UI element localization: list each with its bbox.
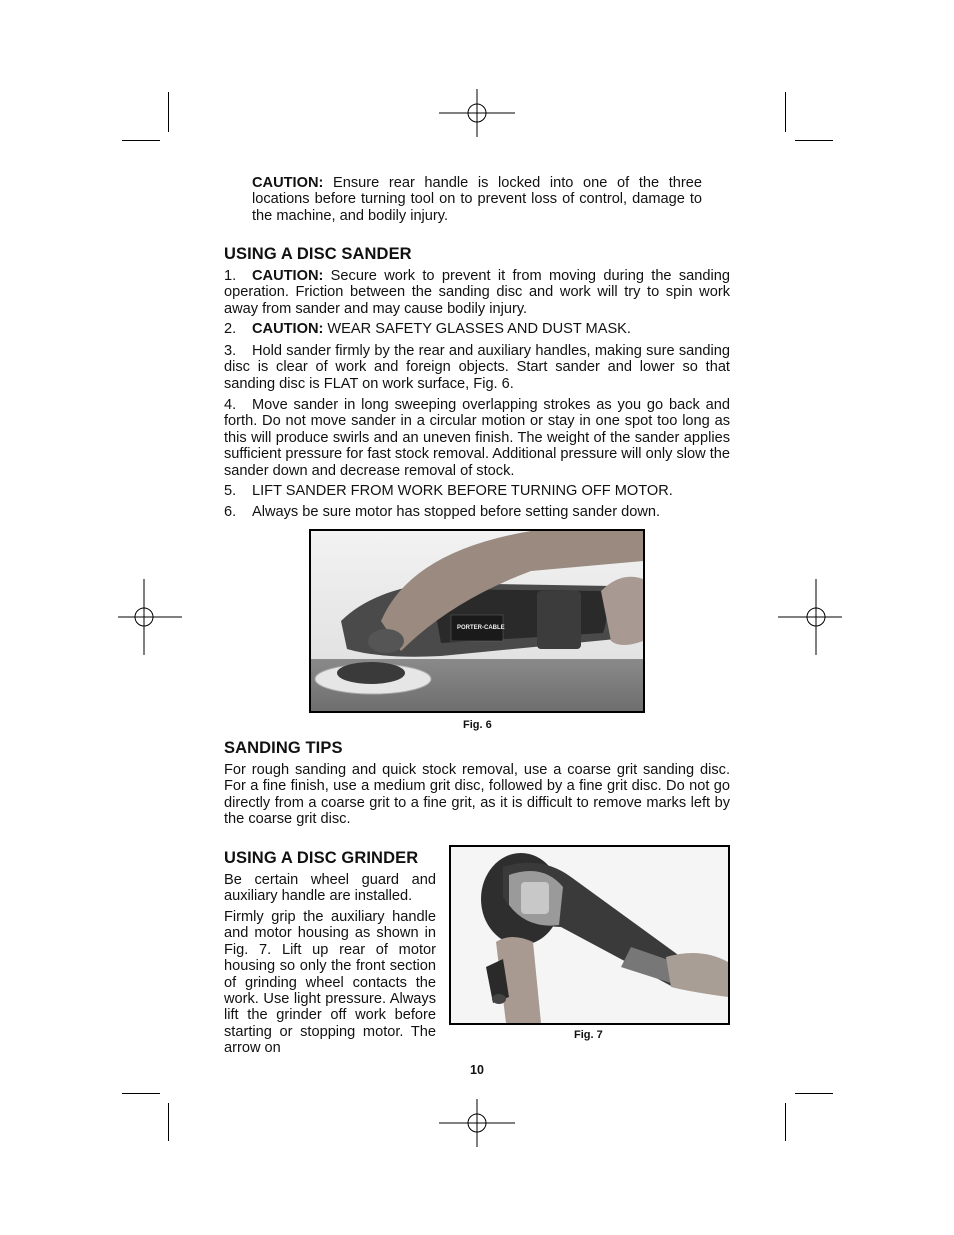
crop-mark bbox=[122, 1093, 160, 1094]
fig6-photo bbox=[309, 529, 645, 713]
sanding-tips-text: For rough sanding and quick stock removal, use a coarse grit sanding disc. For a fine finish, use a medium grit disc, followed by a fine grit disc. Do not go directly from a coarse grit to a fine grit, as it is difficult to remove marks left by the coarse grit disc. bbox=[224, 762, 730, 828]
registration-mark-icon bbox=[439, 75, 515, 151]
crop-mark bbox=[168, 1103, 169, 1141]
disc-sander-illustration bbox=[311, 531, 643, 711]
registration-mark-icon bbox=[439, 1085, 515, 1161]
sander-step-5: 5. LIFT SANDER FROM WORK BEFORE TURNING OFF MOTOR. bbox=[224, 483, 673, 499]
disc-grinder-para1: Be certain wheel guard and auxiliary handle are installed. bbox=[224, 872, 436, 905]
caution-text: Ensure rear handle is locked into one of the three locations before turning tool on to prevent loss of control, damage to the machine, and bodily injury. bbox=[252, 175, 702, 224]
disc-grinder-illustration bbox=[451, 847, 728, 1023]
sander-step-4: 4. Move sander in long sweeping overlapping strokes as you go back and forth. Do not move sander in a circular motion or stay in one spot too long as this will produce swirls and an uneven finish. The weight of the sander applies sufficient pressure for fast stock removal. Additional pressure will only slow the sander down and decrease removal of stock. bbox=[224, 397, 730, 479]
crop-mark bbox=[785, 92, 786, 132]
sanding-tips-heading: SANDING TIPS bbox=[224, 739, 343, 757]
registration-mark-icon bbox=[106, 579, 182, 655]
registration-mark-icon bbox=[778, 579, 854, 655]
sander-step-3: 3. Hold sander firmly by the rear and auxiliary handles, making sure sanding disc is clear of work and foreign objects. Start sander and lower so that sanding disc is FLAT on work surface, Fig. 6. bbox=[224, 343, 730, 392]
fig6-caption: Fig. 6 bbox=[463, 719, 492, 731]
crop-mark bbox=[785, 1103, 786, 1141]
disc-grinder-heading: USING A DISC GRINDER bbox=[224, 849, 419, 867]
disc-grinder-para2: Firmly grip the auxiliary handle and motor housing as shown in Fig. 7. Lift up rear of motor housing so only the front section of grinding wheel contacts the work. Use light pressure. Always lift the grinder off work before starting or stopping motor. The arrow on bbox=[224, 909, 436, 1057]
sander-step-1: 1. CAUTION: Secure work to prevent it from moving during the sanding operation. Friction between the sanding disc and work will try to spin work away from sander and may cause bodily injury. bbox=[224, 268, 730, 317]
sander-step-2: 2. CAUTION: WEAR SAFETY GLASSES AND DUST MASK. bbox=[224, 321, 631, 337]
fig7-caption: Fig. 7 bbox=[574, 1029, 603, 1041]
disc-sander-heading: USING A DISC SANDER bbox=[224, 245, 412, 263]
crop-mark bbox=[122, 140, 160, 141]
crop-mark bbox=[795, 140, 833, 141]
crop-mark bbox=[795, 1093, 833, 1094]
sander-step-6: 6. Always be sure motor has stopped before setting sander down. bbox=[224, 504, 661, 520]
crop-mark bbox=[168, 92, 169, 132]
brand-label: PORTER-CABLE bbox=[457, 625, 505, 631]
caution-intro bbox=[252, 175, 702, 224]
caution-label: CAUTION: bbox=[252, 175, 324, 191]
page-number: 10 bbox=[470, 1063, 484, 1077]
fig7-photo bbox=[449, 845, 730, 1025]
